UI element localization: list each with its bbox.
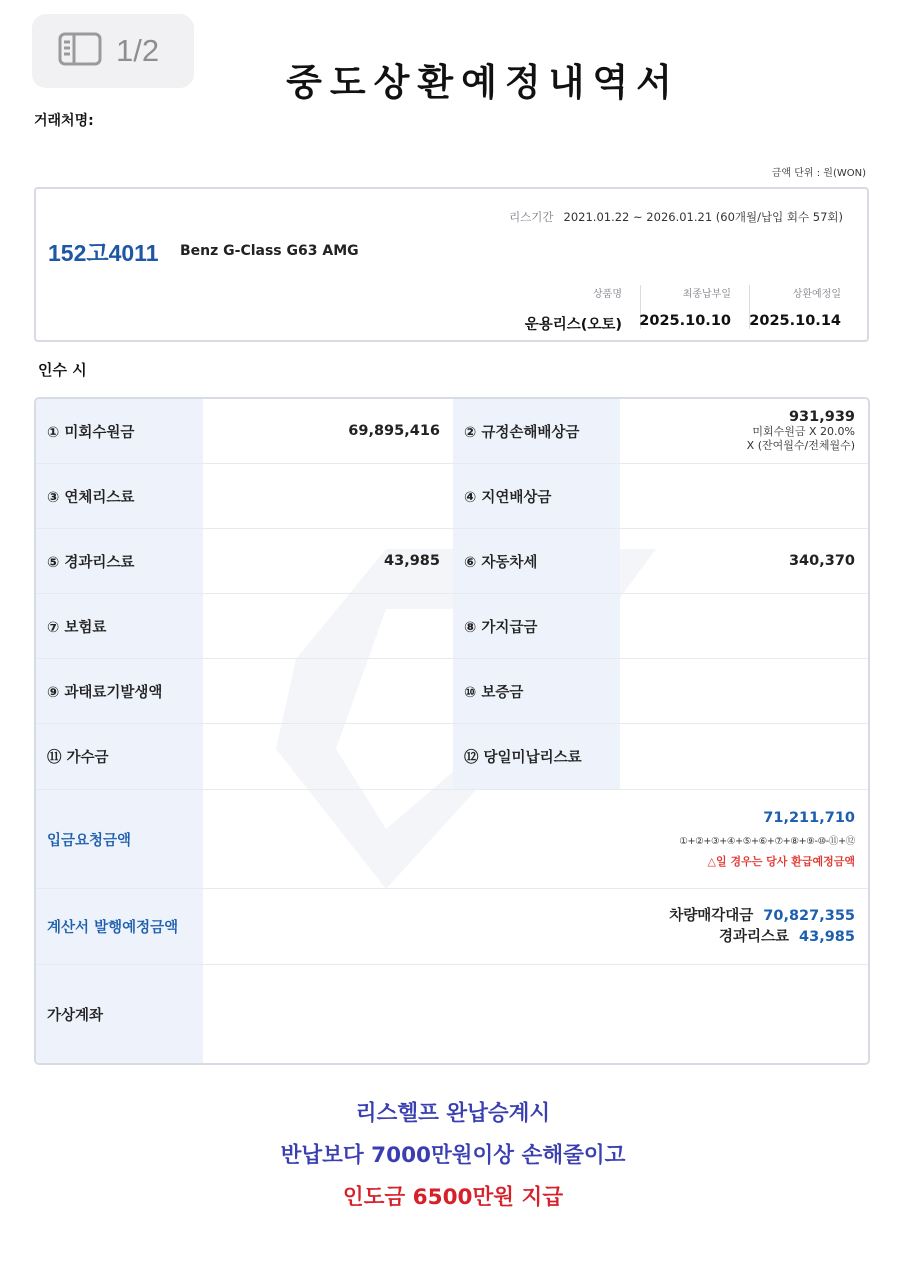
label-same-day-unpaid: ⑫ 당일미납리스료: [453, 724, 620, 789]
damage-formula-line2: X (잔여월수/전체월수): [746, 439, 855, 452]
last-payment-value: 2025.10.10: [639, 313, 731, 329]
product-info: [525, 285, 622, 334]
contract-summary: [34, 187, 869, 342]
value-unrecovered-principal: 69,895,416: [348, 423, 440, 439]
value-deposit: [620, 659, 868, 723]
lease-period-value: 2021.01.22 ~ 2026.01.21 (60개월/납입 회수 57회): [563, 210, 843, 224]
virtual-account-row: [36, 965, 868, 1063]
value-elapsed-lease: 43,985: [384, 553, 440, 569]
elapsed-lease-amount: 43,985: [799, 928, 855, 945]
section-label: 인수 시: [38, 361, 87, 379]
table-row: [36, 659, 868, 724]
value-suspense-payment: [620, 594, 868, 658]
car-number: 152고4011: [48, 240, 159, 266]
value-late-damages: [620, 464, 868, 528]
virtual-account-label: 가상계좌: [36, 965, 203, 1063]
invoice-label: 계산서 발행예정금액: [36, 889, 203, 964]
document-title: 중도상환예정내역서: [286, 61, 680, 104]
table-row: [36, 529, 868, 594]
lease-period: [509, 209, 843, 225]
car-model: Benz G-Class G63 AMG: [180, 243, 359, 259]
value-fines: [203, 659, 453, 723]
invoice-line: [669, 906, 855, 927]
label-damage-compensation: ② 규정손해배상금: [453, 399, 620, 463]
damage-formula-line1: 미회수원금 X 20.0%: [752, 425, 855, 438]
promo-line-1: 리스헬프 완납승계시: [355, 1101, 551, 1126]
virtual-account-value: [203, 965, 868, 1063]
label-fines: ⑨ 과태료기발생액: [36, 659, 203, 723]
invoice-row: [36, 889, 868, 965]
page-number: 1/2: [116, 33, 160, 68]
value-suspense-receipt: [203, 724, 453, 789]
label-suspense-payment: ⑧ 가지급금: [453, 594, 620, 658]
label-suspense-receipt: ⑪ 가수금: [36, 724, 203, 789]
repayment-table: [34, 397, 870, 1065]
label-late-damages: ④ 지연배상금: [453, 464, 620, 528]
value-damage-compensation: [620, 399, 868, 463]
invoice-value: [203, 889, 868, 964]
label-unrecovered-principal: ① 미회수원금: [36, 399, 203, 463]
table-row: [36, 464, 868, 529]
damage-compensation-amount: 931,939: [788, 409, 855, 425]
deposit-formula: ①+②+③+④+⑤+⑥+⑦+⑧+⑨-⑩-⑪+⑫: [679, 835, 855, 847]
lease-period-label: 리스기간: [509, 210, 554, 224]
repay-date-label: 상환예정일: [792, 289, 841, 300]
deposit-request-value: [203, 790, 868, 888]
table-row: [36, 399, 868, 464]
label-overdue-lease: ③ 연체리스료: [36, 464, 203, 528]
label-insurance: ⑦ 보험료: [36, 594, 203, 658]
value-insurance: [203, 594, 453, 658]
deposit-request-amount: 71,211,710: [763, 809, 855, 826]
product-value: 운용리스(오토): [524, 317, 622, 333]
value-same-day-unpaid: [620, 724, 868, 789]
value-overdue-lease: [203, 464, 453, 528]
vehicle-sale-amount: 70,827,355: [763, 907, 855, 924]
table-row: [36, 724, 868, 790]
partner-name-label: 거래처명:: [34, 113, 94, 129]
deposit-request-row: [36, 790, 868, 889]
product-label: 상품명: [593, 289, 622, 300]
currency-unit: 금액 단위 : 원(WON): [771, 168, 866, 179]
elapsed-lease-label: 경과리스료: [718, 928, 790, 945]
promo-line-3: 인도금 6500만원 지급: [342, 1185, 564, 1210]
last-payment-label: 최종납부일: [682, 289, 731, 300]
promo-line-2: 반납보다 7000만원이상 손해줄이고: [280, 1143, 626, 1168]
label-elapsed-lease: ⑤ 경과리스료: [36, 529, 203, 593]
repay-date-info: [749, 285, 841, 329]
invoice-line: [719, 927, 855, 948]
table-row: [36, 594, 868, 659]
repay-date-value: 2025.10.14: [749, 313, 841, 329]
label-deposit: ⑩ 보증금: [453, 659, 620, 723]
deposit-request-label: 입금요청금액: [36, 790, 203, 888]
refund-note: △일 경우는 당사 환급예정금액: [707, 854, 855, 868]
last-payment-info: [639, 285, 731, 329]
value-car-tax: 340,370: [788, 553, 855, 569]
vehicle-sale-label: 차량매각대금: [669, 907, 754, 924]
label-car-tax: ⑥ 자동차세: [453, 529, 620, 593]
